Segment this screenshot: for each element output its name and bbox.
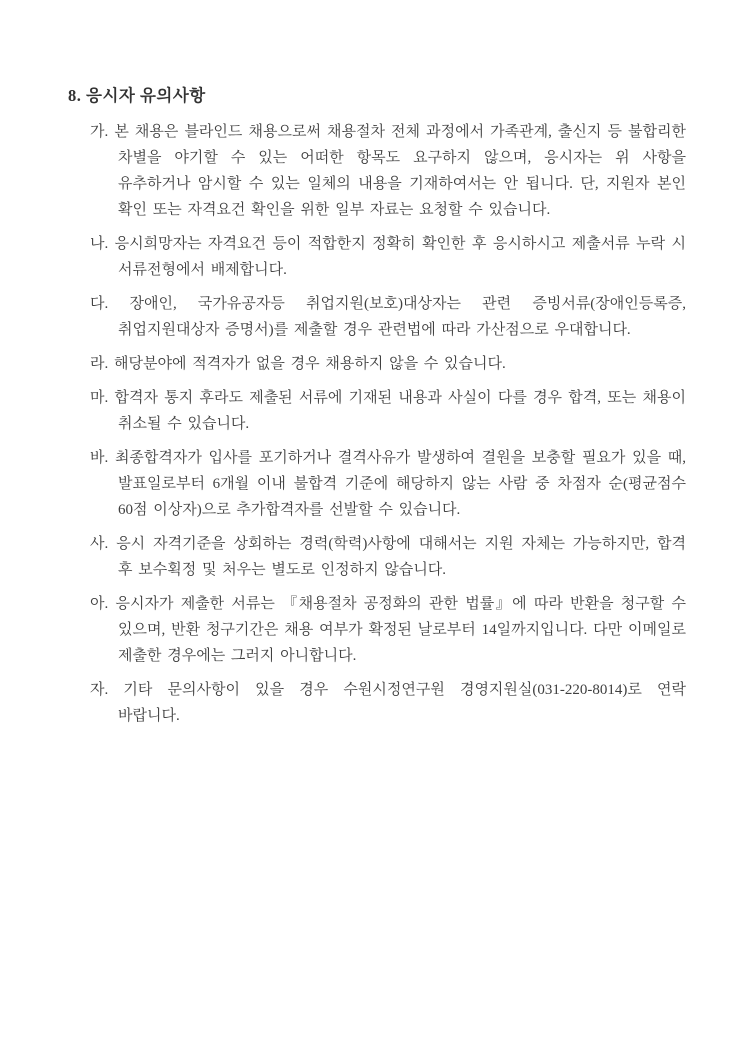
item-label: 다. (90, 296, 109, 312)
notice-item-ga (68, 119, 686, 223)
notice-item-sa (68, 531, 686, 583)
item-text: 응시자가 제출한 서류는 『채용절차 공정화의 관한 법률』에 따라 반환을 청구할 수 있으며, 반환 청구기간은 채용 여부가 확정된 날로부터 14일까지입니다. 다만 이메일로 제출한 경우에는 그러지 아니합니다. (115, 596, 687, 664)
notice-item-ja (68, 677, 686, 729)
section-heading: 8. 응시자 유의사항 (68, 86, 206, 105)
item-label: 가. (90, 124, 109, 140)
item-label: 바. (90, 450, 109, 466)
notice-item-ba (68, 445, 686, 523)
item-text: 본 채용은 블라인드 채용으로써 채용절차 전체 과정에서 가족관계, 출신지 등 불합리한 차별을 야기할 수 있는 어떠한 항목도 요구하지 않으며, 응시자는 위 사항을 유추하거나 암시할 수 있는 일체의 내용을 기재하여서는 안 됩니다. 단, 지원자 본인 확인 또는 자격요건 확인을 위한 일부 자료는 요청할 수 있습니다. (114, 124, 686, 218)
item-text: 응시희망자는 자격요건 등이 적합한지 정확히 확인한 후 응시하시고 제출서류 누락 시 서류전형에서 배제합니다. (114, 236, 687, 278)
notice-list (68, 119, 686, 729)
item-label: 마. (90, 390, 109, 406)
item-text: 응시 자격기준을 상회하는 경력(학력)사항에 대해서는 지원 자체는 가능하지만, 합격 후 보수획정 및 처우는 별도로 인정하지 않습니다. (116, 536, 687, 578)
item-text: 장애인, 국가유공자등 취업지원(보호)대상자는 관련 증빙서류(장애인등록증, 취업지원대상자 증명서)를 제출할 경우 관련법에 따라 가산점으로 우대합니다. (118, 296, 686, 338)
notice-item-na (68, 231, 686, 283)
notice-item-da (68, 291, 686, 343)
notice-section (68, 86, 686, 729)
notice-item-ma (68, 385, 686, 437)
item-text: 최종합격자가 입사를 포기하거나 결격사유가 발생하여 결원을 보충할 필요가 있을 때, 발표일로부터 6개월 이내 불합격 기준에 해당하지 않는 사람 중 차점자 순(평균점수 60점 이상자)으로 추가합격자를 선발할 수 있습니다. (114, 450, 687, 518)
item-text: 기타 문의사항이 있을 경우 수원시정연구원 경영지원실(031-220-8014)로 연락 바랍니다. (118, 682, 686, 724)
item-label: 자. (90, 682, 109, 698)
item-text: 합격자 통지 후라도 제출된 서류에 기재된 내용과 사실이 다를 경우 합격, 또는 채용이 취소될 수 있습니다. (114, 390, 687, 432)
notice-item-a (68, 591, 686, 669)
item-text: 해당분야에 적격자가 없을 경우 채용하지 않을 수 있습니다. (114, 356, 506, 372)
item-label: 나. (90, 236, 109, 252)
item-label: 아. (90, 596, 109, 612)
item-label: 라. (90, 356, 109, 372)
item-label: 사. (90, 536, 109, 552)
notice-item-ra (68, 351, 686, 377)
